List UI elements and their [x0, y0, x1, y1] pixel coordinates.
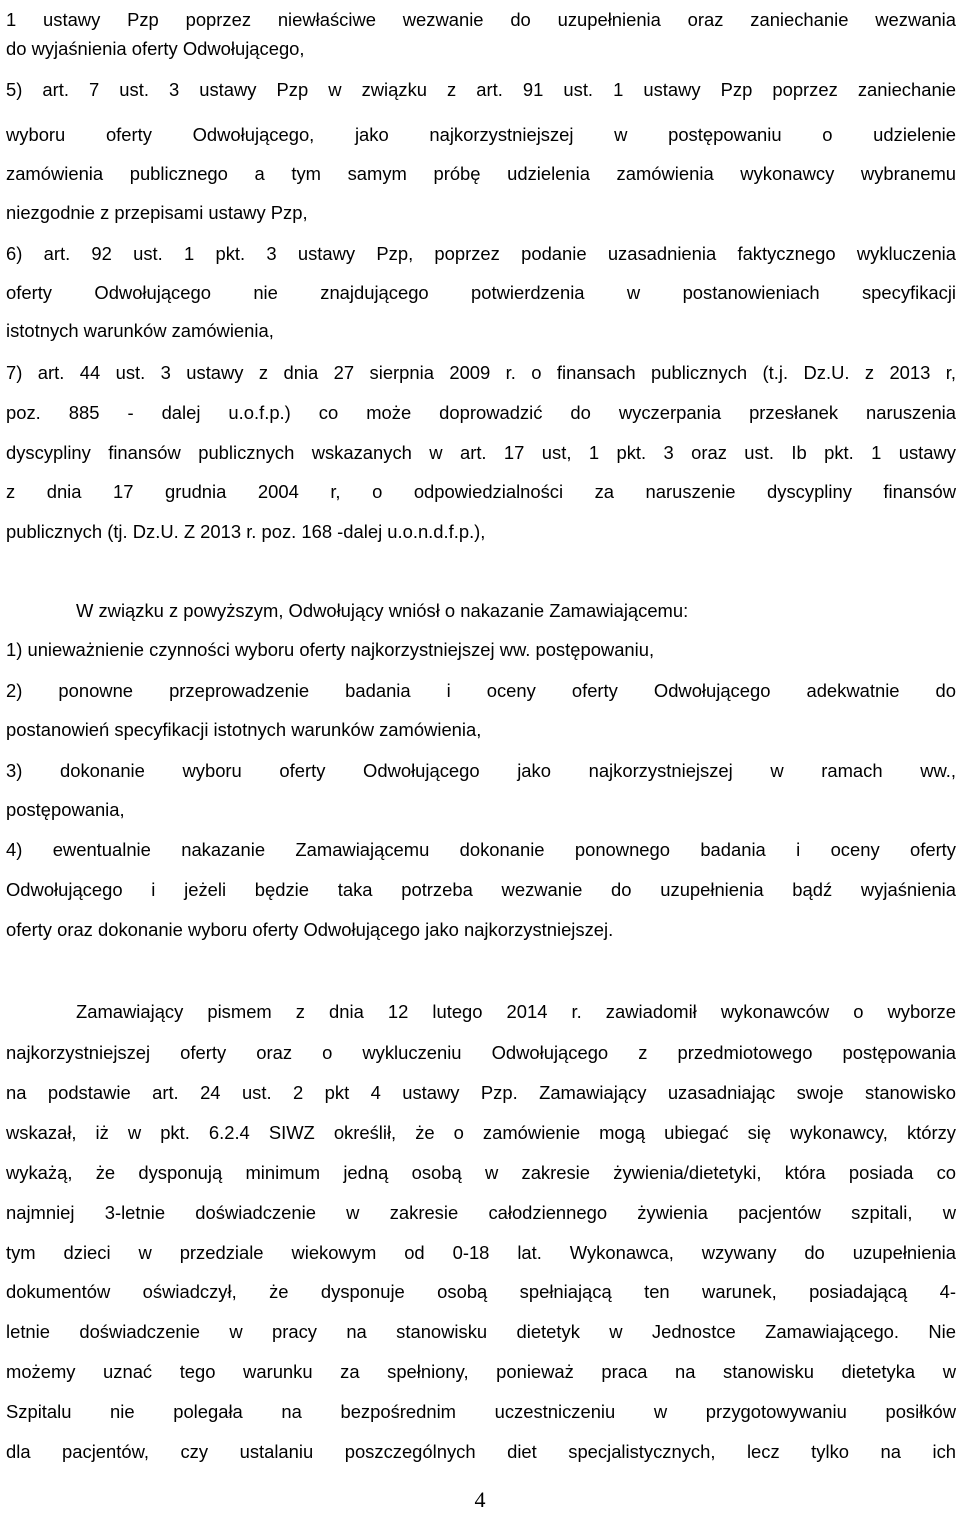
text-line: wyboru oferty Odwołującego, jako najkorzystniejszej w postępowaniu o udzielenie — [6, 124, 956, 145]
text-line: 7) art. 44 ust. 3 ustawy z dnia 27 sierpnia 2009 r. o finansach publicznych (t.j. Dz.U. z 2013 r, — [6, 362, 956, 383]
text-line: postępowania, — [6, 799, 125, 820]
paragraph-first-line: Zamawiający pismem z dnia 12 lutego 2014 r. zawiadomił wykonawców o wyborze — [76, 1001, 956, 1022]
text-line: Odwołującego i jeżeli będzie taka potrzeba wezwanie do uzupełnienia bądź wyjaśnienia — [6, 879, 956, 900]
text-line: zamówienia publicznego a tym samym próbę udzielenia zamówienia wykonawcy wybranemu — [6, 163, 956, 184]
text-line: letnie doświadczenie w pracy na stanowisku dietetyk w Jednostce Zamawiającego. Nie — [6, 1321, 956, 1342]
page-number: 4 — [474, 1487, 486, 1512]
text-line: do wyjaśnienia oferty Odwołującego, — [6, 38, 305, 59]
list-item: 4) ewentualnie nakazanie Zamawiającemu dokonanie ponownego badania i oceny oferty — [6, 839, 956, 860]
text-line: dyscypliny finansów publicznych wskazanych w art. 17 ust, 1 pkt. 3 oraz ust. Ib pkt. 1 ustawy — [6, 442, 956, 463]
text-line: postanowień specyfikacji istotnych warunków zamówienia, — [6, 719, 482, 740]
text-line: wykażą, że dysponują minimum jedną osobą w zakresie żywienia/dietetyki, która posiada co — [6, 1162, 956, 1183]
text-line: oferty oraz dokonanie wyboru oferty Odwołującego jako najkorzystniejszej. — [6, 919, 614, 940]
text-line: na podstawie art. 24 ust. 2 pkt 4 ustawy Pzp. Zamawiający uzasadniając swoje stanowisko — [6, 1082, 956, 1103]
text-line: 6) art. 92 ust. 1 pkt. 3 ustawy Pzp, poprzez podanie uzasadnienia faktycznego wykluczenia — [6, 243, 956, 264]
list-item: 1) unieważnienie czynności wyboru oferty najkorzystniejszej ww. postępowaniu, — [6, 639, 655, 660]
text-line: z dnia 17 grudnia 2004 r, o odpowiedzialności za naruszenie dyscypliny finansów — [6, 481, 956, 502]
text-line: możemy uznać tego warunku za spełniony, ponieważ praca na stanowisku dietetyka w — [6, 1361, 956, 1382]
text-line: 5) art. 7 ust. 3 ustawy Pzp w związku z art. 91 ust. 1 ustawy Pzp poprzez zaniechanie — [6, 79, 956, 100]
text-line: wskazał, iż w pkt. 6.2.4 SIWZ określił, że o zamówienie mogą ubiegać się wykonawcy, którzy — [6, 1122, 956, 1143]
text-line: Szpitalu nie polegała na bezpośrednim uczestniczeniu w przygotowywaniu posiłków — [6, 1401, 956, 1422]
document-page — [6, 0, 956, 1513]
text-line: poz. 885 - dalej u.o.f.p.) co może doprowadzić do wyczerpania przesłanek naruszenia — [6, 402, 956, 423]
text-line: najkorzystniejszej oferty oraz o wykluczeniu Odwołującego z przedmiotowego postępowania — [6, 1042, 956, 1063]
text-line: istotnych warunków zamówienia, — [6, 320, 274, 341]
text-line: tym dzieci w przedziale wiekowym od 0-18 lat. Wykonawca, wzywany do uzupełnienia — [6, 1242, 956, 1263]
list-item: 2) ponowne przeprowadzenie badania i oceny oferty Odwołującego adekwatnie do — [6, 680, 956, 701]
text-line: dokumentów oświadczył, że dysponuje osobą spełniającą ten warunek, posiadającą 4- — [6, 1281, 956, 1302]
text-line: najmniej 3-letnie doświadczenie w zakresie całodziennego żywienia pacjentów szpitali, w — [6, 1202, 956, 1223]
list-item: 3) dokonanie wyboru oferty Odwołującego jako najkorzystniejszej w ramach ww., — [6, 760, 956, 781]
text-line: 1 ustawy Pzp poprzez niewłaściwe wezwanie do uzupełnienia oraz zaniechanie wezwania — [6, 9, 956, 30]
paragraph-heading: W związku z powyższym, Odwołujący wniósł o nakazanie Zamawiającemu: — [76, 600, 689, 621]
text-line: dla pacjentów, czy ustalaniu poszczególnych diet specjalistycznych, lecz tylko na ich — [6, 1441, 956, 1462]
text-line: oferty Odwołującego nie znajdującego potwierdzenia w postanowieniach specyfikacji — [6, 282, 956, 303]
text-line: niezgodnie z przepisami ustawy Pzp, — [6, 202, 308, 223]
text-line: publicznych (tj. Dz.U. Z 2013 r. poz. 168 -dalej u.o.n.d.f.p.), — [6, 521, 486, 542]
